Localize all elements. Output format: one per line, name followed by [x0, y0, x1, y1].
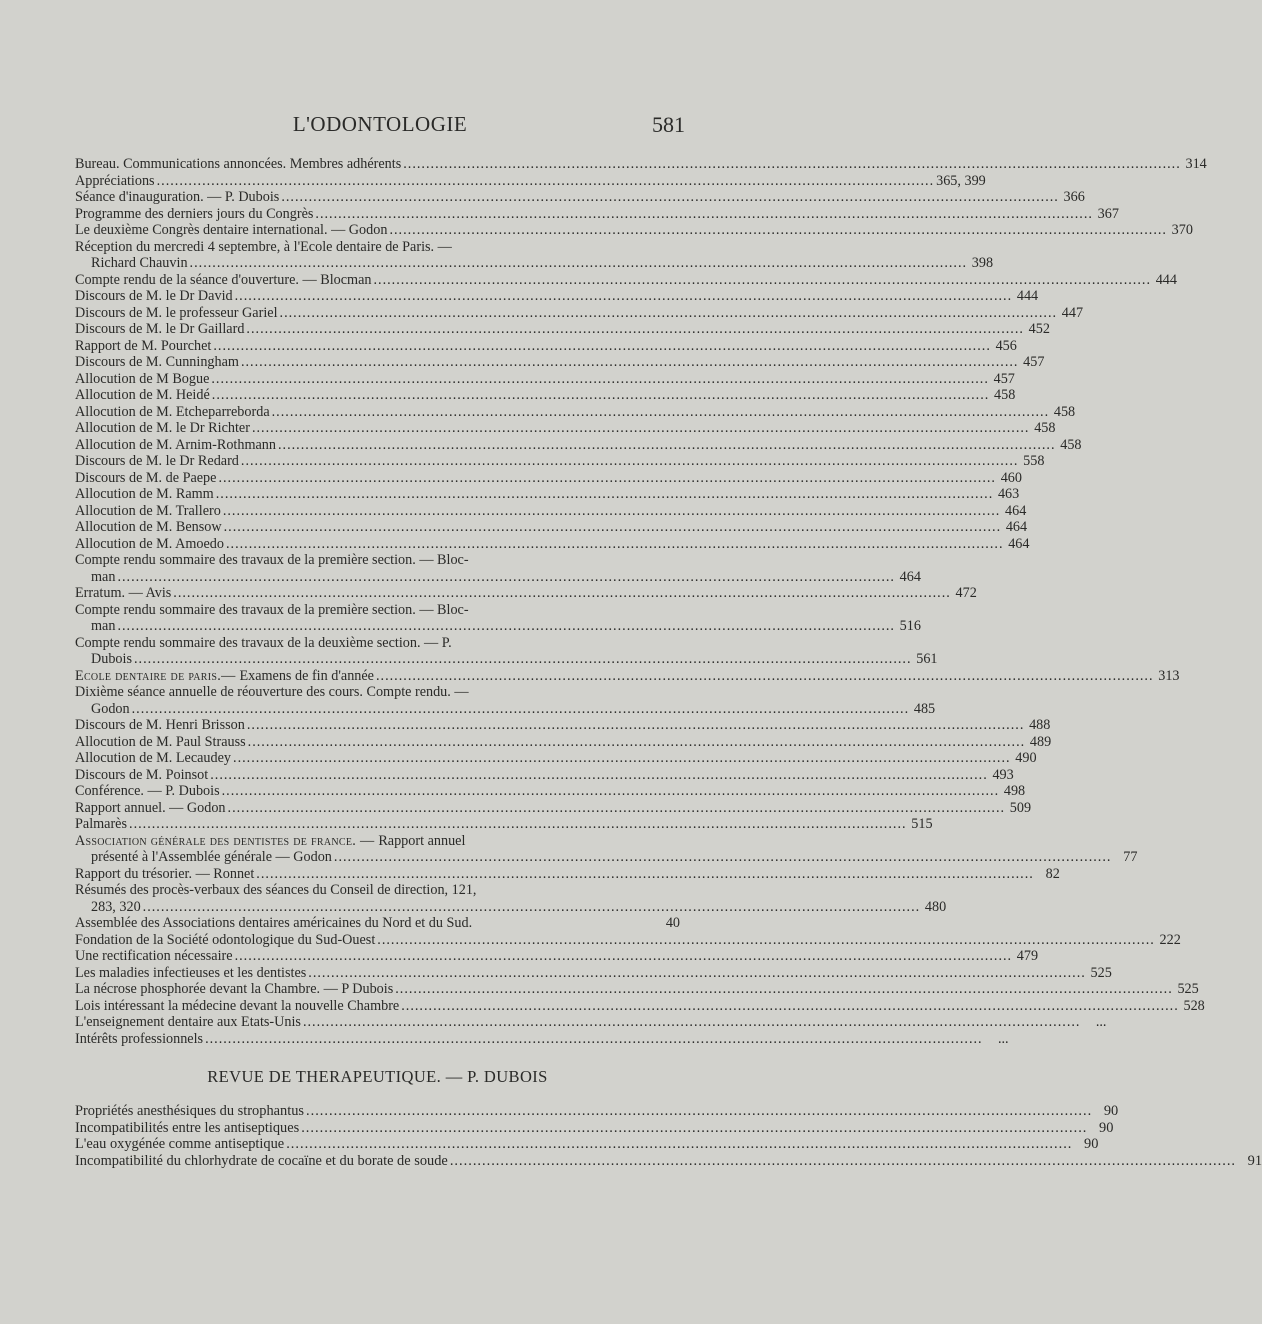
entry-text: Une rectification nécessaire: [75, 948, 233, 964]
toc-entry: [75, 1119, 1114, 1137]
entry-text: La nécrose phosphorée devant la Chambre. — P Dubois: [75, 981, 394, 997]
toc-entry: [75, 1152, 1262, 1170]
dot-leader: [223, 503, 1001, 520]
dot-leader: [286, 1136, 1072, 1153]
toc-entry: [75, 997, 1205, 1015]
entry-page-number: 313: [1158, 667, 1180, 684]
toc-entry: [75, 354, 1045, 371]
dot-leader: [301, 1120, 1087, 1137]
entry-page-number: 90: [1099, 1119, 1114, 1136]
entry-text: Incompatibilité du chlorhydrate de cocaïne et du borate de soude: [75, 1152, 448, 1169]
toc-entry: [75, 964, 1112, 982]
entry-text: Rapport de M. Pourchet: [75, 337, 212, 354]
dot-leader: [132, 701, 910, 718]
entry-text: Discours de M. le Dr Gaillard: [75, 321, 245, 337]
dot-leader: [248, 734, 1026, 751]
toc-entry: [75, 535, 1030, 553]
toc-entry: [75, 783, 1026, 800]
entry-continuation: 283, 320: [91, 898, 141, 915]
entry-continuation: man: [91, 568, 116, 585]
toc-entry: [75, 766, 1014, 784]
entry-page-number: 490: [1015, 750, 1037, 766]
entry-text: Compte rendu de la séance d'ouverture. — Blocman: [75, 271, 372, 288]
toc-entry: [75, 288, 1039, 305]
toc-entry: [75, 816, 933, 833]
dot-leader: [235, 948, 1013, 965]
toc-entry: [75, 667, 1180, 685]
entry-text: Bureau. Communications annoncées. Membres adhérents: [75, 156, 402, 172]
toc-entry: [75, 585, 977, 602]
toc-entry: [75, 865, 1060, 883]
dot-leader: [117, 618, 895, 635]
entry-page-number: 472: [955, 585, 977, 601]
entry-page-number: 91: [1247, 1152, 1262, 1169]
entry-page-number: 558: [1023, 453, 1045, 469]
toc-entry: [75, 370, 1015, 388]
entry-text: Allocution de M. Paul Strauss: [75, 733, 246, 750]
entry-page-number: 452: [1028, 321, 1050, 337]
toc-entry: [75, 222, 1193, 239]
entry-page-number: 398: [971, 255, 994, 271]
toc-entry: [75, 552, 921, 585]
dot-leader: [205, 1031, 983, 1048]
entry-text: Allocution de M. Ramm: [75, 486, 214, 502]
toc-entry: [75, 1136, 1099, 1153]
entry-page-number: 370: [1171, 222, 1193, 238]
entry-page-number: 40: [665, 915, 680, 931]
entry-text: Compte rendu sommaire des travaux de la deuxième section. — P.: [75, 634, 452, 651]
entry-text: Discours de M. Henri Brisson: [75, 717, 245, 733]
entry-text: Dixième séance annuelle de réouverture des cours. Compte rendu. —: [75, 684, 469, 700]
toc-entry: [75, 238, 994, 272]
entry-text: Séance d'inauguration. — P. Dubois: [75, 189, 280, 205]
entry-page-number: 90: [1084, 1136, 1099, 1152]
entry-page-number: 458: [1060, 436, 1082, 453]
entry-page-number: 464: [899, 568, 921, 585]
entry-text: Fondation de la Société odontologique du Sud-Ouest: [75, 931, 376, 948]
entry-page-number: 525: [1090, 964, 1112, 981]
toc-entry: [75, 684, 936, 717]
dot-leader: [246, 321, 1024, 338]
dot-leader: [281, 189, 1059, 206]
entry-prefix: Association générale des dentistes de france. —: [75, 832, 379, 849]
section-heading: REVUE DE THERAPEUTIQUE. — P. DUBOIS: [207, 1067, 548, 1086]
entry-continuation: Richard Chauvin: [91, 255, 188, 271]
toc-entry: [75, 172, 986, 190]
entry-page-number: 458: [1034, 420, 1056, 436]
toc-entry: [75, 502, 1027, 520]
entry-page-number: 460: [1000, 469, 1022, 486]
entry-page-number: 561: [916, 651, 938, 667]
entry-text: Rapport annuel. — Godon: [75, 799, 226, 816]
dot-leader: [450, 1153, 1236, 1170]
entry-text: Discours de M. Poinsot: [75, 766, 209, 783]
entry-page-number: 479: [1016, 948, 1039, 964]
dot-leader: [241, 453, 1019, 470]
dot-leader: [233, 750, 1011, 767]
dot-leader: [117, 569, 895, 586]
entry-page-number: 444: [1155, 271, 1177, 288]
dot-leader: [129, 816, 907, 833]
dot-leader: [376, 668, 1154, 685]
entry-page-number: 525: [1177, 981, 1199, 997]
entry-text: Le deuxième Congrès dentaire international. — Godon: [75, 222, 388, 238]
table-of-contents: [75, 156, 1207, 1047]
dot-leader: [315, 206, 1093, 223]
entry-page-number: 366: [1063, 189, 1085, 205]
toc-entry: [75, 453, 1045, 470]
entry-page-number: ...: [997, 1030, 1009, 1047]
entry-text: Compte rendu sommaire des travaux de la première section. — Bloc-: [75, 601, 469, 618]
entry-page-number: 515: [911, 816, 933, 832]
toc-entry: [75, 717, 1051, 734]
entry-page-number: 222: [1159, 931, 1181, 948]
entry-page-number: 367: [1097, 205, 1119, 222]
dot-leader: [222, 783, 1000, 800]
entry-page-number: ...: [1095, 1014, 1107, 1030]
dot-leader: [334, 849, 1112, 866]
entry-page-number: 498: [1003, 783, 1026, 799]
dot-leader: [190, 255, 968, 272]
entry-text: Propriétés anesthésiques du strophantus: [75, 1103, 305, 1119]
entry-page-number: 528: [1183, 997, 1205, 1014]
dot-leader: [308, 965, 1086, 982]
toc-entry: [75, 321, 1050, 338]
entry-page-number: 456: [995, 337, 1017, 354]
toc-entry: [75, 799, 1032, 817]
entry-text: Allocution de M. Arnim-Rothmann: [75, 436, 276, 453]
toc-entry: [75, 1030, 1009, 1048]
toc-entry: [75, 733, 1052, 751]
toc-entry: [75, 832, 1138, 866]
dot-leader: [401, 998, 1179, 1015]
entry-text: Les maladies infectieuses et les dentistes: [75, 964, 307, 981]
entry-text: Intérêts professionnels: [75, 1030, 204, 1047]
toc-entry: [75, 486, 1020, 503]
entry-text: Rapport du trésorier. — Ronnet: [75, 865, 255, 882]
entry-text: Appréciations: [75, 172, 155, 189]
page-number: 581: [652, 112, 685, 137]
entry-text: Discours de M. le Dr Redard: [75, 453, 239, 469]
section-entries: [75, 1103, 1262, 1169]
entry-page-number: 457: [993, 370, 1015, 387]
entry-text: Allocution de M. Trallero: [75, 502, 221, 519]
dot-leader: [213, 338, 991, 355]
dot-leader: [256, 866, 1034, 883]
dot-leader: [134, 651, 912, 668]
toc-entry: [75, 519, 1028, 536]
toc-entry: [75, 469, 1022, 487]
toc-entry: [75, 981, 1199, 998]
entry-text: Rapport annuel: [378, 832, 466, 849]
entry-page-number: 464: [1005, 519, 1028, 535]
entry-text: Allocution de M Bogue: [75, 370, 210, 387]
dot-leader: [228, 800, 1006, 817]
toc-entry: [75, 189, 1085, 206]
toc-entry: [75, 337, 1017, 355]
entry-text: Programme des derniers jours du Congrès: [75, 205, 314, 222]
entry-text: L'eau oxygénée comme antiseptique: [75, 1136, 285, 1152]
toc-entry: [75, 915, 680, 932]
entry-prefix: Ecole dentaire de paris.—: [75, 667, 240, 684]
entry-text: Discours de M. le professeur Gariel: [75, 304, 278, 321]
entry-text: Discours de M. de Paepe: [75, 469, 217, 486]
entry-page-number: 314: [1185, 156, 1207, 172]
entry-page-number: 457: [1023, 354, 1045, 370]
entry-page-number: 458: [1053, 403, 1076, 420]
entry-text: Discours de M. Cunningham: [75, 354, 239, 370]
dot-leader: [211, 371, 989, 388]
entry-text: Examens de fin d'année: [239, 667, 374, 684]
dot-leader: [224, 519, 1002, 536]
dot-leader: [143, 899, 921, 916]
entry-text: L'enseignement dentaire aux Etats-Unis: [75, 1014, 301, 1030]
dot-leader: [280, 305, 1058, 322]
entry-text: Lois intéressant la médecine devant la nouvelle Chambre: [75, 997, 400, 1014]
dot-leader: [173, 585, 951, 602]
entry-page-number: 458: [994, 387, 1016, 403]
dot-leader: [252, 420, 1030, 437]
entry-page-number: 480: [924, 898, 947, 915]
entry-text: Discours de M. le Dr David: [75, 288, 233, 304]
entry-continuation: Dubois: [91, 651, 132, 667]
toc-entry: [75, 634, 938, 668]
entry-continuation: man: [91, 618, 116, 634]
dot-leader: [272, 404, 1050, 421]
toc-entry: [75, 948, 1039, 965]
entry-continuation: présenté à l'Assemblée générale — Godon: [91, 849, 332, 865]
toc-entry: [75, 304, 1084, 322]
page-title: L'ODONTOLOGIE: [292, 112, 468, 136]
entry-text: Incompatibilités entre les antiseptiques: [75, 1119, 300, 1136]
entry-page-number: 463: [997, 486, 1020, 502]
entry-text: Réception du mercredi 4 septembre, à l'Ecole dentaire de Paris. —: [75, 238, 452, 255]
entry-text: Compte rendu sommaire des travaux de la première section. — Bloc-: [75, 552, 469, 568]
entry-text: Allocution de M. Bensow: [75, 519, 222, 535]
toc-entry: [75, 156, 1207, 173]
entry-page-number: 516: [899, 618, 921, 634]
dot-leader: [373, 272, 1151, 289]
toc-entry: [75, 882, 947, 915]
toc-entry: [75, 931, 1181, 949]
entry-page-number: 493: [992, 766, 1014, 783]
dot-leader: [226, 536, 1004, 553]
entry-page-number: 464: [1008, 535, 1030, 552]
entry-page-number: 509: [1009, 799, 1032, 816]
dot-leader: [303, 1014, 1081, 1031]
entry-page-number: 90: [1103, 1103, 1119, 1119]
entry-text: Palmarès: [75, 816, 128, 832]
toc-entry: [75, 403, 1076, 421]
entry-continuation: Godon: [91, 700, 130, 717]
page-header: [75, 112, 685, 142]
dot-leader: [278, 437, 1056, 454]
entry-page-number: 464: [1005, 502, 1027, 519]
dot-leader: [216, 486, 994, 503]
entry-page-number: 485: [913, 700, 936, 717]
toc-entry: [75, 387, 1016, 404]
toc-entry: [75, 271, 1177, 289]
dot-leader: [389, 222, 1167, 239]
dot-leader: [306, 1103, 1092, 1120]
toc-entry: [75, 750, 1037, 767]
dot-leader: [241, 354, 1019, 371]
entry-text: Allocution de M. Amoedo: [75, 535, 224, 552]
toc-entry: [75, 436, 1082, 454]
dot-leader: [377, 932, 1155, 949]
entry-text: Assemblée des Associations dentaires américaines du Nord et du Sud.: [75, 915, 473, 931]
entry-page-number: 488: [1029, 717, 1051, 733]
entry-page-number: 77: [1123, 849, 1138, 865]
dot-leader: [403, 156, 1181, 173]
entry-text: Allocution de M. le Dr Richter: [75, 420, 250, 436]
entry-text: Allocution de M. Heidé: [75, 387, 210, 403]
dot-leader: [235, 288, 1013, 305]
entry-text: Résumés des procès-verbaux des séances du Conseil de direction, 121,: [75, 882, 477, 898]
dot-leader: [210, 767, 988, 784]
toc-entry: [75, 601, 921, 635]
entry-page-number: 82: [1045, 865, 1060, 882]
toc-entry: [75, 1014, 1107, 1031]
dot-leader: [218, 470, 996, 487]
dot-leader: [157, 173, 935, 190]
entry-text: Conférence. — P. Dubois: [75, 783, 220, 799]
entry-text: Allocution de M. Etcheparreborda: [75, 403, 270, 420]
dot-leader: [247, 717, 1025, 734]
dot-leader: [212, 387, 990, 404]
entry-page-number: 444: [1016, 288, 1039, 304]
toc-entry: [75, 205, 1119, 223]
dot-leader: [395, 981, 1173, 998]
toc-entry: [75, 1103, 1119, 1120]
entry-text: Erratum. — Avis: [75, 585, 172, 601]
entry-page-number: 365, 399: [936, 172, 986, 189]
toc-entry: [75, 420, 1056, 437]
entry-text: Allocution de M. Lecaudey: [75, 750, 232, 766]
entry-page-number: 447: [1061, 304, 1084, 321]
entry-page-number: 489: [1029, 733, 1052, 750]
